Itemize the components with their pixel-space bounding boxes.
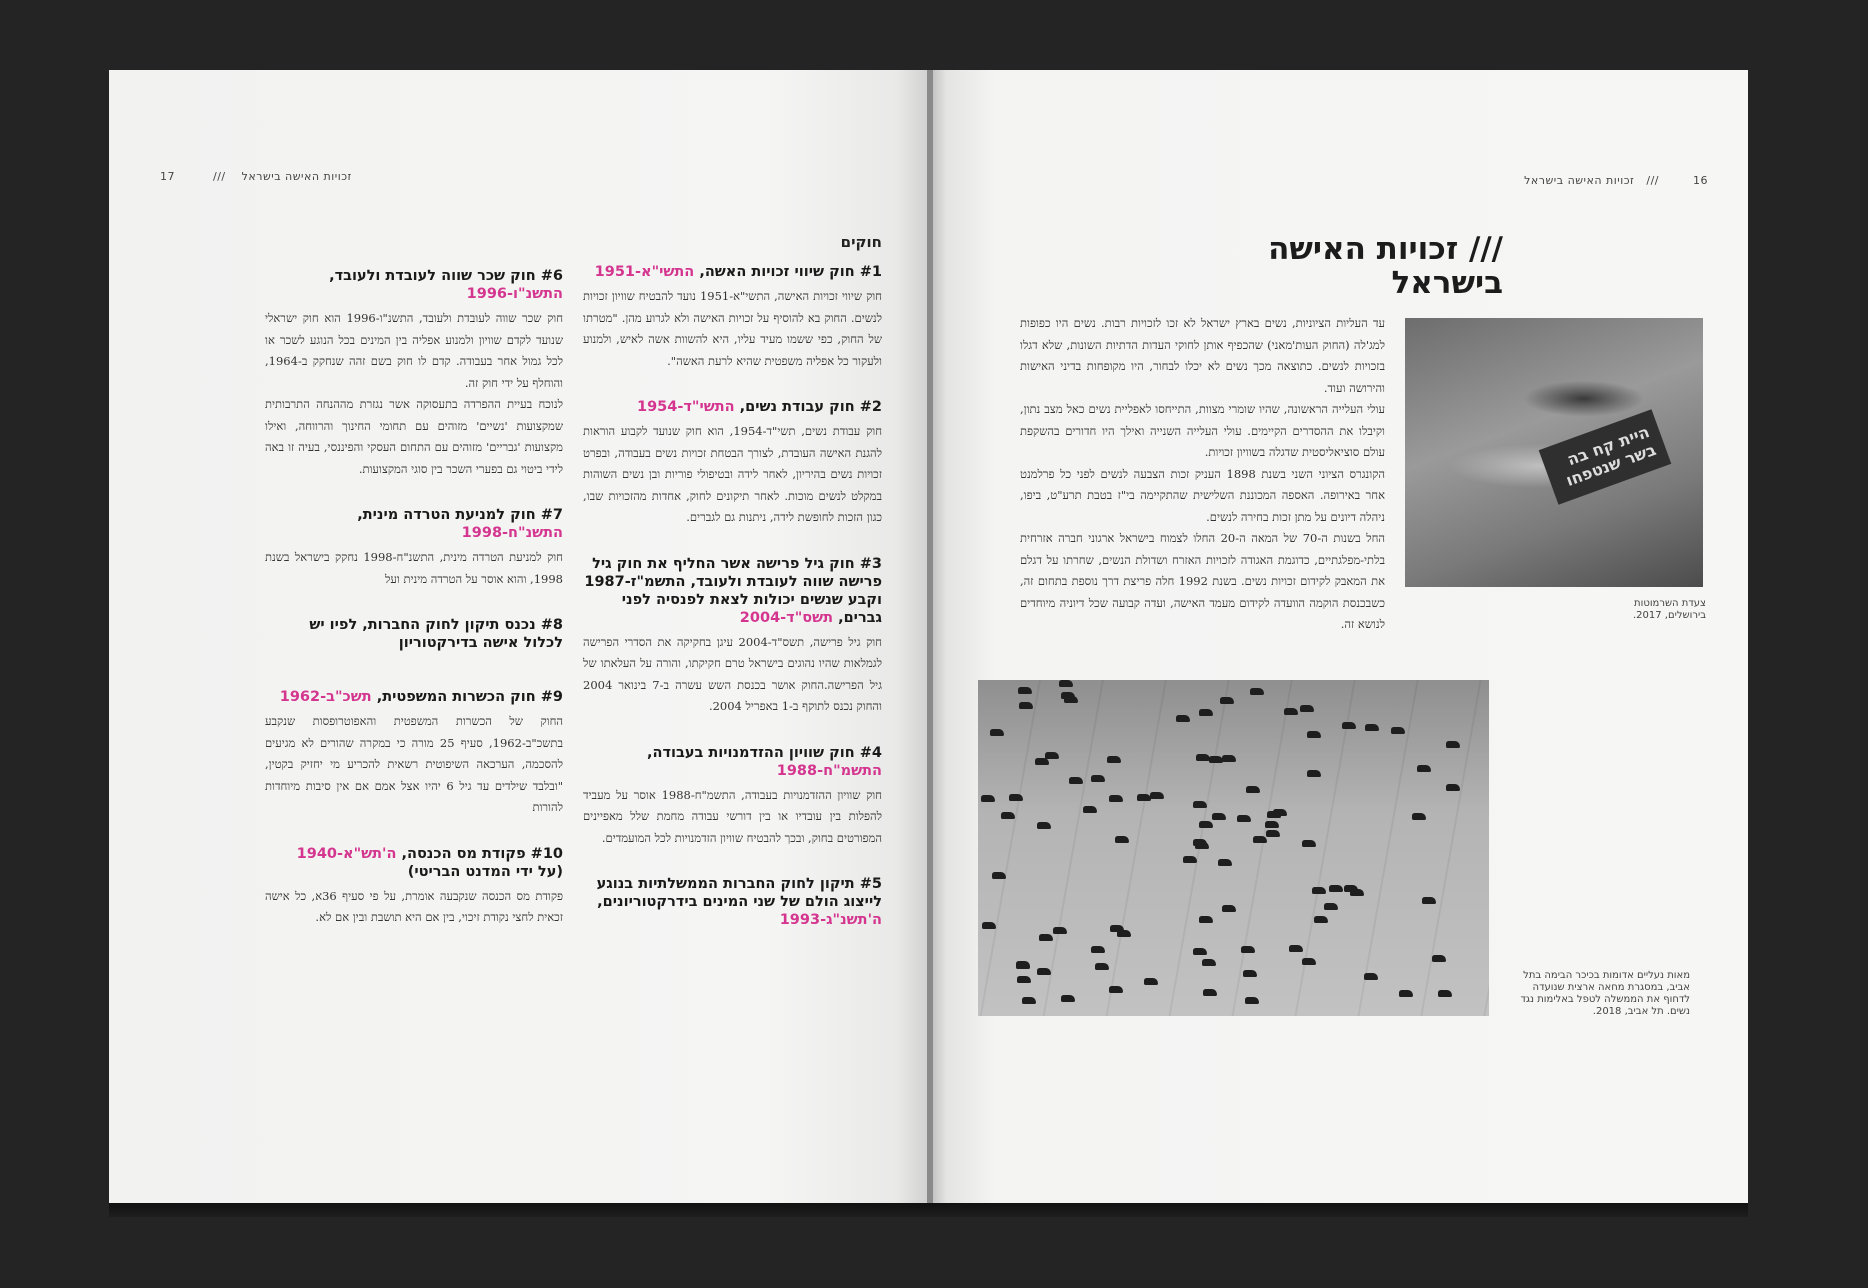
law-title: #4 חוק שוויון ההזדמנויות בעבודה, [647,744,882,761]
law-year: התשנ"ח-1998 [461,525,563,541]
law-title: #3 חוק גיל פרישה אשר החליף את חוק גיל פרישה שווה לעובדת ולעובד, התשמ"ז-1987 וקבע שנשים יכולות לצאת לפנסיה לפני גברים, [584,555,882,626]
shoe-shape [1091,775,1105,782]
page-number: 16 [1693,174,1708,187]
shoe-shape [1241,946,1255,953]
shoe-shape [1199,821,1213,828]
shoe-shape [1109,986,1123,993]
law-body: חוק למניעת הטרדה מינית, התשנ"ח-1998 נחקק בישראל בשנת 1998, והוא אוסר על הטרדה מינית ועל [265,550,563,586]
shoe-shape [1391,727,1405,734]
separator: /// [1646,174,1659,187]
shoe-shape [1059,680,1073,687]
shoe-shape [1199,916,1213,923]
shoe-shape [1399,990,1413,997]
shoe-shape [1193,948,1207,955]
law-year: התשי"ד-1954 [637,399,735,415]
shoe-shape [1035,758,1049,765]
shoe-shape [1009,794,1023,801]
shoe-shape [1218,859,1232,866]
shoe-shape [1017,976,1031,983]
laws-column-left [265,267,563,955]
shoe-shape [1273,809,1287,816]
shoe-shape [1183,856,1197,863]
shoe-shape [1019,702,1033,709]
law-item [583,744,882,850]
shoe-shape [1137,794,1151,801]
shoe-shape [1115,836,1129,843]
shoe-shape [1265,821,1279,828]
shoe-shape [1037,822,1051,829]
shoe-shape [1001,812,1015,819]
shoe-shape [1324,903,1338,910]
shoe-shape [1018,687,1032,694]
law-body: חוק שוויון ההזדמנויות בעבודה, התשמ"ח-1988 אוסר על מעביד להפלות בין עובדיו או בין דורשי עבודה מחמת שלל מאפיינים המפורטים בחוק, ובכך להבטיח שוויון הזדמנויות לכל המועמדים. [583,787,882,845]
law-title: #6 חוק שכר שווה לעובדת ולעובד, [329,268,563,284]
shoe-shape [1193,801,1207,808]
shoe-shape [1307,770,1321,777]
paragraph: החל בשנות ה-70 של המאה ה-20 החלו לצמוח בישראל ארגוני חברה אזרחית בלתי-מפלגתיים, כדוגמת האגודה לזכויות האזרח ושדולת הנשים, שחרתו על דגלם את המאבק לקידום זכויות נשים. בשנת 1992 חלה פריצת דרך נוספת בתחום זה, כשבכנסת הוקמה הוועדה לקידום מעמד האישה, ועדה קבועה שכל דיוניה מיוחדים לנושא זה. [1020,531,1386,631]
shoe-shape [1222,755,1236,762]
law-item [583,263,882,372]
article-title [1268,232,1503,300]
law-title: #2 חוק עבודת נשים, [734,399,882,415]
shoe-shape [1302,840,1316,847]
photo-caption: מאות נעליים אדומות בכיכר הבימה בתל אביב, במסגרת מחאה ארצית שנועדה לדחוף את הממשלה לטפל באלימות נגד נשים. תל אביב, 2018. [1520,970,1690,1017]
law-year: התשמ"ח-1988 [776,762,882,779]
shoe-shape [1144,978,1158,985]
shoe-shape [1037,968,1051,975]
shoe-shape [1253,836,1267,843]
running-head-right [1524,174,1708,187]
shoe-shape [1432,955,1446,962]
shoe-shape [1109,795,1123,802]
book-spine [927,70,933,1203]
caption-line: בירושלים, 2017. [1632,610,1706,621]
shoe-shape [1237,815,1251,822]
shoes-photo [978,680,1489,1016]
shoe-shape [1045,752,1059,759]
law-title: #5 תיקון לחוק החברות הממשלתיות בנוגע לייצוג הולם של שני המינים בידרקטוריונים, [596,876,882,910]
shoe-shape [1329,885,1343,892]
shoe-shape [1222,905,1236,912]
photo-caption [1633,598,1706,622]
shoe-shape [1412,813,1426,820]
law-year: תשס"ד-2004 [739,609,834,626]
shoe-shape [1209,756,1223,763]
law-item [265,506,563,590]
shoe-shape [1095,963,1109,970]
shoe-shape [1016,962,1030,969]
shoe-shape [1176,715,1190,722]
shoe-shape [1438,990,1452,997]
shoe-shape [1250,688,1264,695]
law-title: #7 חוק למניעת הטרדה מינית, [357,507,563,523]
shoe-shape [1199,709,1213,716]
law-title: #8 נכנס תיקון לחוק החברות, לפיו יש לכלול אישה בדירקטוריון [309,617,563,651]
shoe-shape [1203,989,1217,996]
article-body [1020,313,1385,636]
law-item [265,267,563,480]
shoe-shape [1039,934,1053,941]
law-body: חוק עבודת נשים, תשי"ד-1954, הוא חוק שנועד לקבוע הוראות להגנת האישה העובדת, לצורך הבטחת זכויות נשים בעבודה, ובפרט זכויות נשים בהיריון, לאחר לידה ובטיפולי פוריות ובן נשים השוהות במקלט לנשים מוכות. לאחר תיקונים לחוק, אחדות מהזכויות שבו, כגון הזכות לחופשת לידה, ניתנות גם לגברים. [583,424,882,524]
law-item [583,875,882,929]
shoe-shape [1307,731,1321,738]
law-item [265,845,563,929]
protest-sign: היית קח בה בשר שנטפחו [1539,409,1672,505]
law-item [265,616,563,652]
shoe-shape [1083,806,1097,813]
law-body: חוק שכר שווה לעובדת ולעובד, התשנ"ו-1996 הוא חוק ישראלי שנועד לקדם שוויון ולמנוע אפליה בין המינים בכל הנוגע לשכר או לכל גמול אחר בעבודה. קדם לו חוק בשם זהה שנחקק ב-1964, והוחלף על ידי חוק זה. [265,311,563,390]
law-body: לנוכח בעיית ההפרדה בתעסוקה אשר נגזרת מההנחה התרבותית שמקצועות 'נשיים' מזוהים עם תחומי החינוך והרווחה, ואילו מקצועות 'גבריים' מזוהים עם התחום העסקי והפיננסי, בעיה זו באה לידי ביטוי גם בפערי השכר בין סוגי המקצועות. [265,397,563,476]
paragraph: הקונגרס הציוני השני בשנת 1898 העניק זכות הצבעה לנשים לפני כל פרלמנט אחר באירופה. האספה המכוננת השלישית שהתקיימה בי"ז בטבת תרע"ט, ביפו, ניהלה דיונים על מתן זכות בחירה לנשים. [1020,466,1385,524]
shoe-shape [1246,786,1260,793]
law-year: תשכ"ב-1962 [279,689,372,705]
shoe-shape [1061,692,1075,699]
law-year: התשי"א-1951 [594,264,695,280]
shoe-shape [1245,997,1259,1004]
shoe-shape [1053,927,1067,934]
shoe-shape [1344,885,1358,892]
shoe-shape [1364,973,1378,980]
shoe-shape [992,872,1006,879]
shoe-shape [1312,887,1326,894]
shoe-shape [981,795,995,802]
law-year: ה'תשנ"ג-1993 [779,912,882,928]
protest-photo [1405,318,1703,587]
law-title: #10 פקודת מס הכנסה, [396,845,563,862]
shoe-shape [1289,945,1303,952]
title-line: /// זכויות האישה [1268,231,1503,267]
shoe-shape [1193,839,1207,846]
shoe-shape [1266,830,1280,837]
law-body: חוק גיל פרישה, תשס"ד-2004 עיגן בחקיקה את הסדרי הפרישה לגמלאות שהיו נהוגים בישראל טרם חקיקתו, והורה על העלאתו של גיל הפרישה.החוק אושר בכנסת השש עשרה ב-7 בינואר 2004 והחוק נכנס לתוקף ב-1 באפריל 2004. [583,634,882,713]
shoe-shape [1284,708,1298,715]
law-title: #1 חוק שיווי זכויות האשה, [694,264,882,280]
shoe-shape [1342,722,1356,729]
title-line: בישראל [1391,265,1503,301]
shoe-shape [990,729,1004,736]
shoe-shape [1446,784,1460,791]
law-body: החוק של הכשרות המשפטית והאפוטרופסות שנקבע בתשכ"ב-1962, סעיף 25 מורה כי במקרה שהורים לא מגיעים להסכמה, הערכאה השיפוטית רשאית להכריע מי יחזיק בקטין, "ובלבד שילדים עד גיל 6 יהיו אצל אמם אם אין סיבות מיוחדות להורות [265,714,563,814]
shoe-shape [1061,995,1075,1002]
shoe-shape [1220,697,1234,704]
law-body: פקודת מס הכנסה שנקבעה אומרת, על פי סעיף 36א, כל אישה זכאית לחצי נקודת זיכוי, בין אם היא תושבת ובין אם לא. [265,888,564,924]
law-title-suffix: (על ידי המדנט הבריטי) [407,863,563,880]
shoe-shape [982,922,996,929]
shoe-shape [1417,765,1431,772]
shoe-shape [1212,813,1226,820]
law-item [583,555,882,718]
shoe-shape [1422,897,1436,904]
shoe-shape [1107,756,1121,763]
laws-column-right [583,233,882,955]
shoe-shape [1110,925,1124,932]
law-title: #9 חוק הכשרות המשפטית, [371,689,563,705]
shoe-shape [1022,997,1036,1004]
law-item [583,398,882,529]
shoe-shape [1300,705,1314,712]
law-year: ה'תש"א-1940 [296,845,397,862]
law-year: התשנ"ו-1996 [466,286,563,302]
page-number: 17 [160,170,175,183]
page-shadow [109,1203,1748,1217]
shoe-shape [1365,724,1379,731]
caption-line: צעדת השרמוטות [1634,598,1706,609]
separator: /// [213,170,226,183]
shoe-shape [1069,777,1083,784]
shoe-shape [1243,970,1257,977]
paragraph: עולי העלייה הראשונה, שהיו שומרי מצוות, התייחסו לאפליית נשים כאל מצב נתון, וקיבלו את ההסדרים הקיימים. עולי העלייה השנייה ואילך היו חדורים בהשקפת עולם סוציאליסטית שדגלה בשוויון זכויות. [1020,402,1385,459]
paragraph: עד העליות הציוניות, נשים בארץ ישראל לא זכו לזכויות רבות. נשים היו כפופות למג'לה (החוק העות'מאני) שהכפיף אותן לחוקי העדות הדתיות השונות, שלא דגלו בזכויות לנשים. כתוצאה מכך נשים לא יכלו לבחור, היו מקופחות בדיני האישות והירושה ועוד. [1020,316,1385,395]
shoe-shape [1150,792,1164,799]
section-heading: חוקים [840,233,882,251]
shoe-shape [1302,958,1316,965]
page-title: זכויות האישה בישראל [1524,174,1635,187]
law-body: חוק שיווי זכויות האישה, התשי"א-1951 נועד להבטיח שוויון זכויות לנשים. החוק בא להוסיף על זכויות האישה ולא לגרוע מהן. "מטרתו של החוק, כפי ששמו מעיד עליו, היא להשוות אשה לאיש, ולמנוע ולעקור כל אפליה משפטית שהיא לרעת האשה". [583,289,882,368]
shoe-shape [1091,946,1105,953]
shoe-shape [1446,741,1460,748]
shoe-shape [1314,916,1328,923]
shoe-shape [1202,959,1216,966]
law-item [265,688,563,819]
running-head-left [160,170,352,183]
page-title: זכויות האישה בישראל [241,170,352,183]
